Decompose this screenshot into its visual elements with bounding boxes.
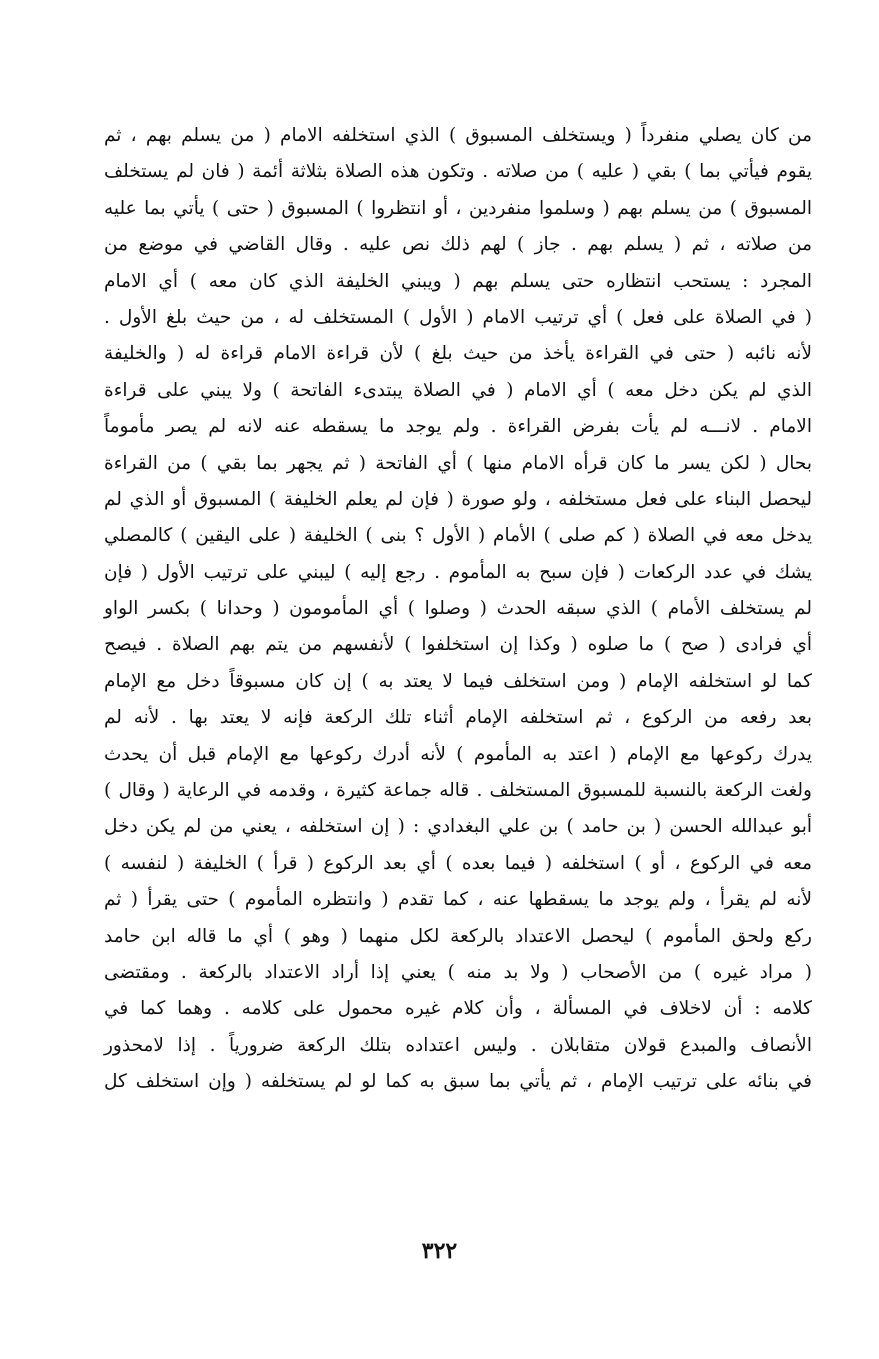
text-line-21: معه في الركوع ، أو ) استخلفه ( فيما بعده ) أي بعد الركوع ( قرأ ) الخليفة ( لنفسه ) [104,852,812,874]
text-line-15: أي فرادى ( صح ) ما صلوه ( وكذا إن استخلفوا ) لأنفسهم من يتم بهم الصلاة . فيصح [104,634,812,656]
text-line-6: ( في الصلاة على فعل ) أي ترتيب الامام ( الأول ) المستخلف له ، من حيث بلغ الأول . [104,306,812,328]
text-line-7: لأنه نائبه ( حتى في القراءة يأخذ من حيث بلغ ) لأن قراءة الامام قراءة له ( والخليفة [104,343,812,365]
text-line-23: ركع ولحق المأموم ) ليحصل الاعتداد بالركعة لكل منهما ( وهو ) أي ما قاله ابن حامد [104,925,812,947]
text-line-17: بعد رفعه من الركوع ، ثم استخلفه الإمام أثناء تلك الركعة فإنه لا يعتد بها . لأنه لم [104,707,812,729]
text-line-22: لأنه لم يقرأ ، ولم يوجد ما يسقطها عنه ، كما تقدم ( وانتظره المأموم ) حتى يقرأ ( ثم [104,889,812,911]
text-line-4: من صلاته ، ثم ( يسلم بهم . جاز ) لهم ذلك نص عليه . وقال القاضي في موضع من [104,234,812,256]
text-line-9: الامام . لانـــه لم يأت بفرض القراءة . ولم يوجد ما يسقطه عنه لانه لم يصر مأموماً [104,416,812,438]
text-line-26: الأنصاف والمبدع قولان متقابلان . وليس اعتداده بتلك الركعة ضرورياً . إذا لامحذور [104,1034,812,1056]
text-line-16: كما لو استخلفه الإمام ( ومن استخلف فيما لا يعتد به ) إن كان مسبوقاً دخل مع الإمام [104,670,812,692]
text-line-8: الذي لم يكن دخل معه ) أي الامام ( في الصلاة يبتدىء الفاتحة ) ولا يبني على قراءة [104,379,812,401]
text-line-2: يقوم فيأتي بما ) بقي ( عليه ) من صلاته . وتكون هذه الصلاة بثلاثة أئمة ( فان لم يستخلف [104,161,812,183]
text-line-1: من كان يصلي منفرداً ( ويستخلف المسبوق ) الذي استخلفه الامام ( من يسلم بهم ، ثم [104,125,812,146]
text-line-3: المسبوق ) من يسلم بهم ( وسلموا منفردين ، أو انتظروا ) المسبوق ( حتى ) يأتي بما عليه [104,197,812,219]
text-line-11: ليحصل البناء على فعل مستخلفه ، ولو صورة ( فإن لم يعلم الخليفة ) المسبوق أو الذي لم [104,488,812,510]
text-line-13: يشك في عدد الركعات ( فإن سبح به المأموم . رجع إليه ) ليبني على ترتيب الأول ( فإن [104,561,812,583]
text-line-25: كلامه : أن لاخلاف في المسألة ، وأن كلام غيره محمول على كلامه . وهما كما في [104,998,812,1020]
text-line-14: لم يستخلف الأمام ) الذي سبقه الحدث ( وصلوا ) أي المأمومون ( وحدانا ) بكسر الواو [104,598,812,620]
text-line-10: بحال ( لكن يسر ما كان قرأه الامام منها ) أي الفاتحة ( ثم يجهر بما بقي ) من القراءة [104,452,812,474]
body-text [104,118,812,1101]
text-line-12: يدخل معه في الصلاة ( كم صلى ) الأمام ( الأول ؟ بنى ) الخليفة ( على اليقين ) كالمصلي [104,525,812,547]
text-line-19: ولغت الركعة بالنسبة للمسبوق المستخلف . قاله جماعة كثيرة ، وقدمه في الرعاية ( وقال ) [104,780,812,802]
text-line-24: ( مراد غيره ) من الأصحاب ( ولا بد منه ) يعني إذا أراد الاعتداد بالركعة . ومقتضى [104,961,812,983]
text-line-27: في بنائه على ترتيب الإمام ، ثم يأتي بما سبق به كما لو لم يستخلفه ( وإن استخلف كل [104,1071,812,1093]
page-number: ٣٢٢ [421,1238,458,1264]
text-line-5: المجرد : يستحب انتظاره حتى يسلم بهم ( ويبني الخليفة الذي كان معه ) أي الامام [104,270,812,292]
text-line-18: يدرك ركوعها مع الإمام ( اعتد به المأموم ) لأنه أدرك ركوعها مع الإمام قبل أن يحدث [104,743,812,765]
text-line-20: أبو عبدالله الحسن ( بن حامد ) بن علي البغدادي : ( إن استخلفه ، يعني من لم يكن دخل [104,816,812,838]
